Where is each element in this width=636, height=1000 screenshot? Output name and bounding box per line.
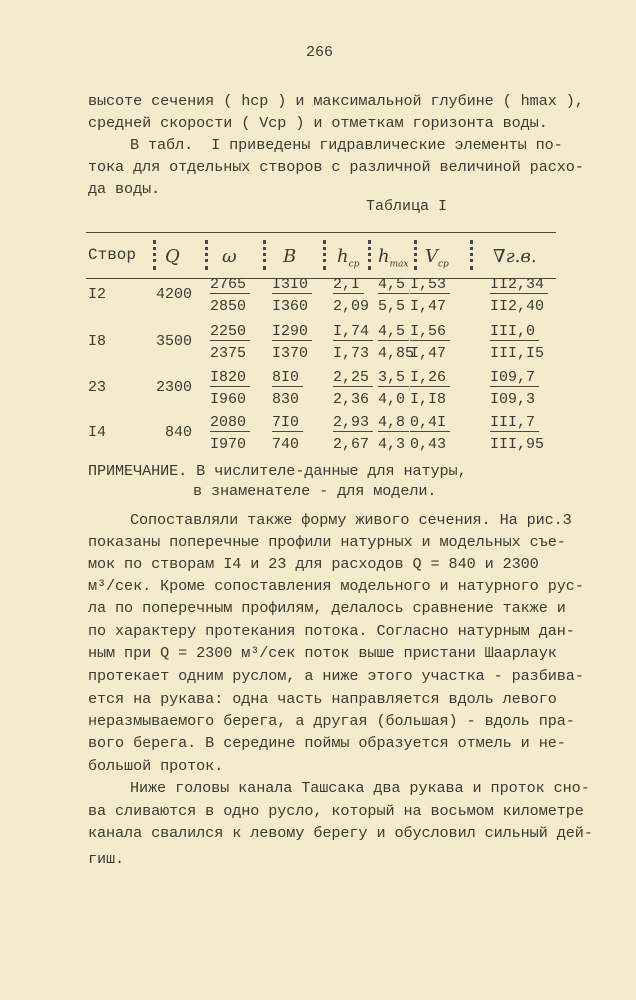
text-line: протекает одним руслом, а ниже этого участка - разбива-: [88, 667, 584, 685]
text-line: ется на рукава: одна часть направляется вдоль левого: [88, 690, 557, 708]
text-line: ным при Q = 2300 м³/сек поток выше пристани Шаарлаук: [88, 644, 557, 662]
denominator-model: 740: [272, 436, 300, 453]
table-top-rule: [86, 232, 556, 233]
header-label: V: [425, 246, 438, 267]
denominator-model: 4,85: [378, 345, 415, 362]
numerator-nature: 3,5: [378, 369, 409, 387]
denominator-model: 830: [272, 391, 300, 408]
denominator-model: 4,3: [378, 436, 406, 453]
column-header: [493, 246, 537, 267]
numerator-nature: I820: [210, 369, 250, 387]
numerator-nature: 2765: [210, 276, 250, 294]
denominator-model: I09,3: [490, 391, 536, 408]
row-stvor: I8: [88, 333, 107, 350]
text-line: В табл. I приведены гидравлические элементы по-: [130, 136, 563, 154]
numerator-nature: 2,25: [333, 369, 373, 387]
column-separator: [323, 240, 326, 270]
denominator-model: I970: [210, 436, 247, 453]
header-label: h: [378, 246, 390, 267]
numerator-nature: 4,5: [378, 323, 409, 341]
text-line: показаны поперечные профили натурных и модельных съе-: [88, 533, 566, 551]
column-header: [283, 246, 296, 267]
numerator-nature: I,74: [333, 323, 373, 341]
text-line: средней скорости ( Vср ) и отметкам горизонта воды.: [88, 114, 548, 132]
numerator-nature: II2,34: [490, 276, 548, 294]
text-line: Сопоставляли также форму живого сечения. На рис.3: [130, 511, 572, 529]
denominator-model: 4,0: [378, 391, 406, 408]
text-line: гиш.: [88, 850, 125, 868]
row-stvor: 23: [88, 379, 107, 396]
denominator-model: 5,5: [378, 298, 406, 315]
text-line: по характеру протекания потока. Согласно натурным дан-: [88, 622, 575, 640]
denominator-model: III,I5: [490, 345, 545, 362]
column-header: [88, 246, 136, 264]
text-line: канала свалился к левому берегу и обусловил сильный дей-: [88, 824, 593, 842]
denominator-model: 0,43: [410, 436, 447, 453]
denominator-model: 2,09: [333, 298, 370, 315]
column-separator: [414, 240, 417, 270]
denominator-model: II2,40: [490, 298, 545, 315]
numerator-nature: 0,4I: [410, 414, 450, 432]
page-number: 266: [306, 44, 334, 61]
text-line: ла по поперечным профилям, делалось сравнение также и: [88, 599, 566, 617]
header-subscript: ср: [438, 259, 449, 270]
numerator-nature: 2080: [210, 414, 250, 432]
text-line: Ниже головы канала Ташсака два рукава и проток сно-: [130, 779, 590, 797]
text-line: ва сливаются в одно русло, который на восьмом километре: [88, 802, 584, 820]
row-discharge: 840: [165, 424, 193, 441]
column-header: [165, 246, 180, 267]
column-header: [337, 246, 359, 270]
denominator-model: 2375: [210, 345, 247, 362]
numerator-nature: 2,93: [333, 414, 373, 432]
denominator-model: I,47: [410, 298, 447, 315]
header-label: ω: [222, 246, 237, 267]
denominator-model: III,95: [490, 436, 545, 453]
text-line: тока для отдельных створов с различной величиной расхо-: [88, 158, 584, 176]
header-label: ∇г.в.: [493, 246, 537, 267]
header-subscript: max: [389, 259, 409, 270]
table-caption: Таблица I: [366, 198, 448, 215]
denominator-model: 2,36: [333, 391, 370, 408]
row-discharge: 2300: [156, 379, 193, 396]
note-line: в знаменателе - для модели.: [193, 482, 437, 500]
column-separator: [263, 240, 266, 270]
numerator-nature: I09,7: [490, 369, 539, 387]
header-label: Q: [165, 246, 180, 267]
note-line: ПРИМЕЧАНИЕ. В числителе-данные для натуры,: [88, 462, 467, 480]
numerator-nature: I,56: [410, 323, 450, 341]
numerator-nature: I,26: [410, 369, 450, 387]
denominator-model: 2850: [210, 298, 247, 315]
numerator-nature: I3I0: [272, 276, 312, 294]
numerator-nature: III,0: [490, 323, 539, 341]
numerator-nature: I290: [272, 323, 312, 341]
denominator-model: 2,67: [333, 436, 370, 453]
text-line: высоте сечения ( hср ) и максимальной глубине ( hmax ),: [88, 92, 584, 110]
row-stvor: I2: [88, 286, 107, 303]
row-discharge: 4200: [156, 286, 193, 303]
denominator-model: I370: [272, 345, 309, 362]
denominator-model: I,47: [410, 345, 447, 362]
text-line: неразмываемого берега, а другая (большая) - вдоль пра-: [88, 712, 575, 730]
column-header: [425, 246, 449, 270]
numerator-nature: 4,8: [378, 414, 409, 432]
text-line: мок по створам I4 и 23 для расходов Q = 840 и 2300: [88, 555, 539, 573]
text-line: м³/сек. Кроме сопоставления модельного и натурного рус-: [88, 577, 584, 595]
numerator-nature: 7I0: [272, 414, 303, 432]
header-subscript: ср: [348, 259, 360, 270]
text-line: да воды.: [88, 180, 161, 198]
denominator-model: I360: [272, 298, 309, 315]
numerator-nature: III,7: [490, 414, 539, 432]
row-stvor: I4: [88, 424, 107, 441]
header-label: h: [337, 246, 349, 267]
column-header: [378, 246, 409, 270]
text-line: вого берега. В середине поймы образуется отмель и не-: [88, 734, 566, 752]
column-separator: [470, 240, 473, 270]
column-separator: [153, 240, 156, 270]
column-separator: [205, 240, 208, 270]
header-label: Створ: [88, 246, 137, 264]
table-header-rule: [86, 278, 556, 279]
header-label: B: [283, 246, 297, 267]
text-line: большой проток.: [88, 757, 224, 775]
denominator-model: I,73: [333, 345, 370, 362]
numerator-nature: 4,5: [378, 276, 409, 294]
numerator-nature: 2250: [210, 323, 250, 341]
denominator-model: I960: [210, 391, 247, 408]
denominator-model: I,I8: [410, 391, 447, 408]
numerator-nature: 8I0: [272, 369, 303, 387]
column-header: [222, 246, 237, 267]
numerator-nature: 2,I: [333, 276, 364, 294]
row-discharge: 3500: [156, 333, 193, 350]
column-separator: [368, 240, 371, 270]
numerator-nature: I,53: [410, 276, 450, 294]
